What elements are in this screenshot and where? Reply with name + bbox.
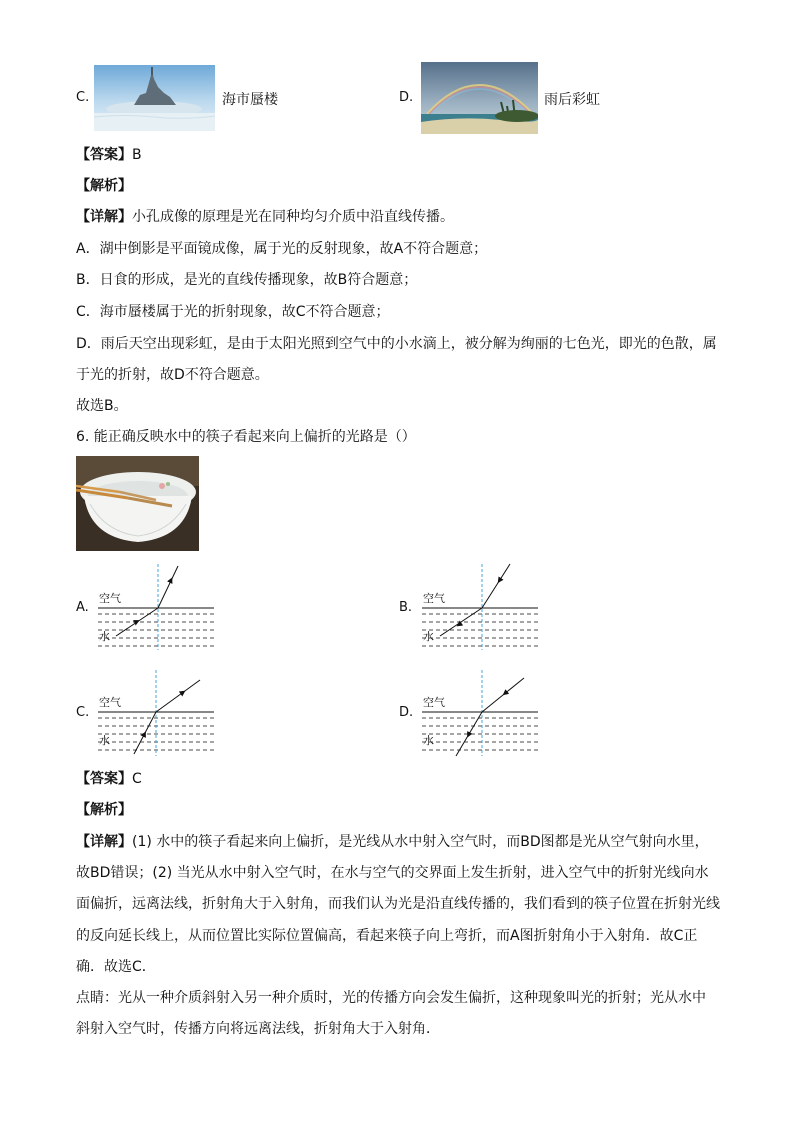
q6-detail-line1 bbox=[76, 832, 709, 852]
detail-text: (1) 水中的筷子看起来向上偏折，是光线从水中射入空气时，而BD图都是光从空气射向水里， bbox=[132, 834, 709, 850]
q6-note-line2: 斜射入空气时，传播方向将远离法线，折射角大于入射角． bbox=[76, 1021, 440, 1037]
diagram-c bbox=[96, 668, 218, 760]
q6-option-b-letter: B. bbox=[399, 600, 413, 615]
q6-detail-line3: 面偏折，远离法线，折射角大于入射角，而我们认为光是沿直线传播的，我们看到的筷子位置在折射光线 bbox=[76, 896, 720, 912]
option-d-caption: 雨后彩虹 bbox=[544, 92, 600, 108]
q5-detail-d-line2: 于光的折射，故D不符合题意。 bbox=[76, 367, 269, 383]
air-label: 空气 bbox=[423, 696, 445, 709]
option-d-letter: D. bbox=[399, 90, 414, 105]
water-label: 水 bbox=[423, 630, 434, 643]
answer-value: C bbox=[132, 771, 142, 787]
q6-note-line1: 点睛：光从一种介质斜射入另一种介质时，光的传播方向会发生偏折，这种现象叫光的折射；光从水中 bbox=[76, 990, 706, 1006]
mirage-image bbox=[94, 65, 215, 131]
answer-label: 【答案】 bbox=[76, 771, 132, 787]
q5-detail bbox=[76, 207, 454, 227]
q5-detail-b: B．日食的形成，是光的直线传播现象，故B符合题意； bbox=[76, 272, 418, 288]
option-c-letter: C. bbox=[76, 90, 90, 105]
diagram-b bbox=[420, 562, 542, 654]
q6-answer bbox=[76, 769, 142, 789]
q5-conclusion: 故选B。 bbox=[76, 398, 128, 414]
q5-detail-c: C．海市蜃楼属于光的折射现象，故C不符合题意； bbox=[76, 304, 390, 320]
q6-option-a-letter: A. bbox=[76, 600, 89, 615]
water-label: 水 bbox=[99, 630, 110, 643]
diagram-a bbox=[96, 562, 218, 654]
q5-detail-d-line1: D．雨后天空出现彩虹，是由于太阳光照到空气中的小水滴上，被分解为绚丽的七色光，即光的色散，属 bbox=[76, 336, 717, 352]
q6-option-c-letter: C. bbox=[76, 705, 90, 720]
water-label: 水 bbox=[423, 734, 434, 747]
q6-option-d-letter: D. bbox=[399, 705, 414, 720]
mirage-photo bbox=[94, 65, 215, 131]
q6-stem: 6. 能正确反映水中的筷子看起来向上偏折的光路是（） bbox=[76, 429, 416, 445]
answer-value: B bbox=[132, 147, 142, 163]
rainbow-image bbox=[421, 62, 538, 134]
air-label: 空气 bbox=[423, 592, 445, 605]
q6-detail-line2: 故BD错误；(2) 当光从水中射入空气时，在水与空气的交界面上发生折射，进入空气中的折射光线向水 bbox=[76, 865, 709, 881]
detail-label: 【详解】 bbox=[76, 834, 132, 850]
air-label: 空气 bbox=[99, 592, 121, 605]
chopsticks-bowl-image bbox=[76, 456, 199, 551]
air-label: 空气 bbox=[99, 696, 121, 709]
option-c-caption: 海市蜃楼 bbox=[222, 92, 278, 108]
q5-detail-a: A．湖中倒影是平面镜成像，属于光的反射现象，故A不符合题意； bbox=[76, 241, 488, 257]
answer-label: 【答案】 bbox=[76, 147, 132, 163]
detail-text: 小孔成像的原理是光在同种均匀介质中沿直线传播。 bbox=[132, 209, 454, 225]
q6-detail-line5: 确．故选C． bbox=[76, 959, 156, 975]
rainbow-photo bbox=[421, 62, 538, 134]
detail-label: 【详解】 bbox=[76, 209, 132, 225]
chopsticks-bowl-photo bbox=[76, 456, 199, 551]
q6-analysis-label: 【解析】 bbox=[76, 802, 132, 818]
diagram-d bbox=[420, 668, 542, 760]
q5-analysis-label: 【解析】 bbox=[76, 178, 132, 194]
q6-detail-line4: 的反向延长线上，从而位置比实际位置偏高，看起来筷子向上弯折，而A图折射角小于入射角．故C正 bbox=[76, 928, 698, 944]
water-label: 水 bbox=[99, 734, 110, 747]
q5-answer bbox=[76, 145, 142, 165]
